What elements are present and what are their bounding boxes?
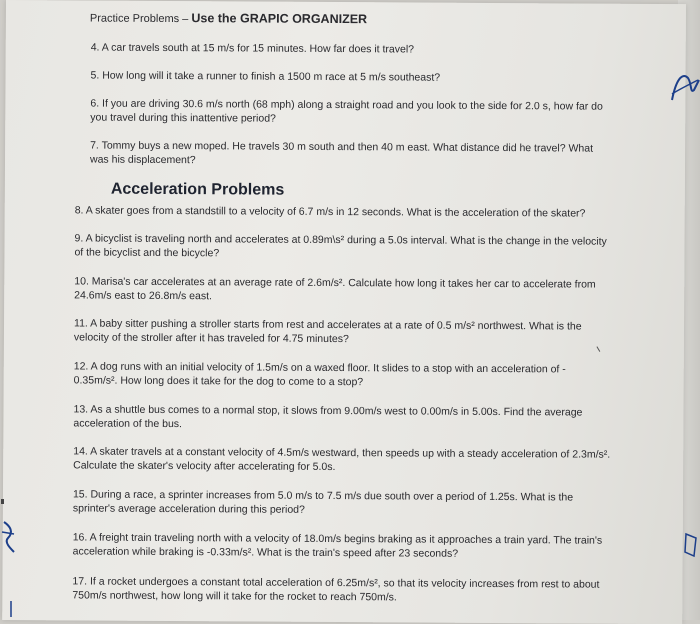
worksheet-page [2, 0, 686, 624]
problem-16: 16. A freight train traveling north with a velocity of 18.0m/s begins braking as it approaches a train yard. The train's acceleration while braking is -0.33m/s². What is the train's speed after 23 seconds? [72, 531, 603, 560]
problem-5: 5. How long will it take a runner to finish a 1500 m race at 5 m/s southeast? [90, 69, 441, 84]
problem-7: 7. Tommy buys a new moped. He travels 30 m south and then 40 m east. What distance did he travel? What was his displacement? [89, 139, 594, 167]
margin-dot-icon [0, 498, 6, 506]
problem-6: 6. If you are driving 30.6 m/s north (68 mph) along a straight road and you look to the side for 2.0 s, how far do you travel during this inattentive period? [90, 97, 603, 125]
page-title: Practice Problems – Use the GRAPIC ORGANIZER [89, 11, 368, 27]
problem-4: 4. A car travels south at 15 m/s for 15 minutes. How far does it travel? [90, 41, 415, 56]
problem-9: 9. A bicyclist is traveling north and accelerates at 0.89m\s² during a 5.0s interval. What is the change in the velocity of the bicyclist and the bicycle? [74, 232, 607, 260]
problem-14: 14. A skater travels at a constant velocity of 4.5m/s westward, then speeds up with a steady acceleration of 2.3m/s². Calculate the skater's velocity after accelerating for 5.0s. [73, 445, 611, 474]
edge-mark-icon [682, 530, 700, 560]
problem-15: 15. During a race, a sprinter increases from 5.0 m/s to 7.5 m/s due south over a period of 1.25s. What is the sprinter's average acceleration during this period? [72, 488, 574, 516]
handwritten-margin-icon [0, 518, 20, 558]
problem-8: 8. A skater goes from a standstill to a velocity of 6.7 m/s in 12 seconds. What is the acceleration of the skater? [74, 204, 586, 220]
margin-stroke-icon [8, 600, 14, 618]
problem-13: 13. As a shuttle bus comes to a normal stop, it slows from 9.00m/s west to 0.00m/s in 5.00s. Find the average acceleration of the bus. [73, 403, 583, 431]
handwritten-mark-icon [668, 60, 700, 110]
problem-11: 11. A baby sitter pushing a stroller starts from rest and accelerates at a rate of 0.5 m/s² northwest. What is the velocity of the stroller after it has traveled for 4.75 minutes? [73, 317, 582, 346]
problem-10: 10. Marisa's car accelerates at an average rate of 2.6m/s². Calculate how long it takes her car to accelerate from 24.6m/s east to 26.8m/s east. [74, 275, 596, 303]
problem-17: 17. If a rocket undergoes a constant total acceleration of 6.25m/s², so that its velocity increases from rest to about 750m/s northwest, how long will it take for the rocket to reach 750m/s. [72, 575, 600, 604]
problem-12: 12. A dog runs with an initial velocity of 1.5m/s on a waxed floor. It slides to a stop with an acceleration of - 0.35m/s². How long does it take for the dog to come to a stop? [73, 360, 566, 389]
section-heading: Acceleration Problems [110, 180, 285, 199]
pen-mark [596, 346, 604, 354]
